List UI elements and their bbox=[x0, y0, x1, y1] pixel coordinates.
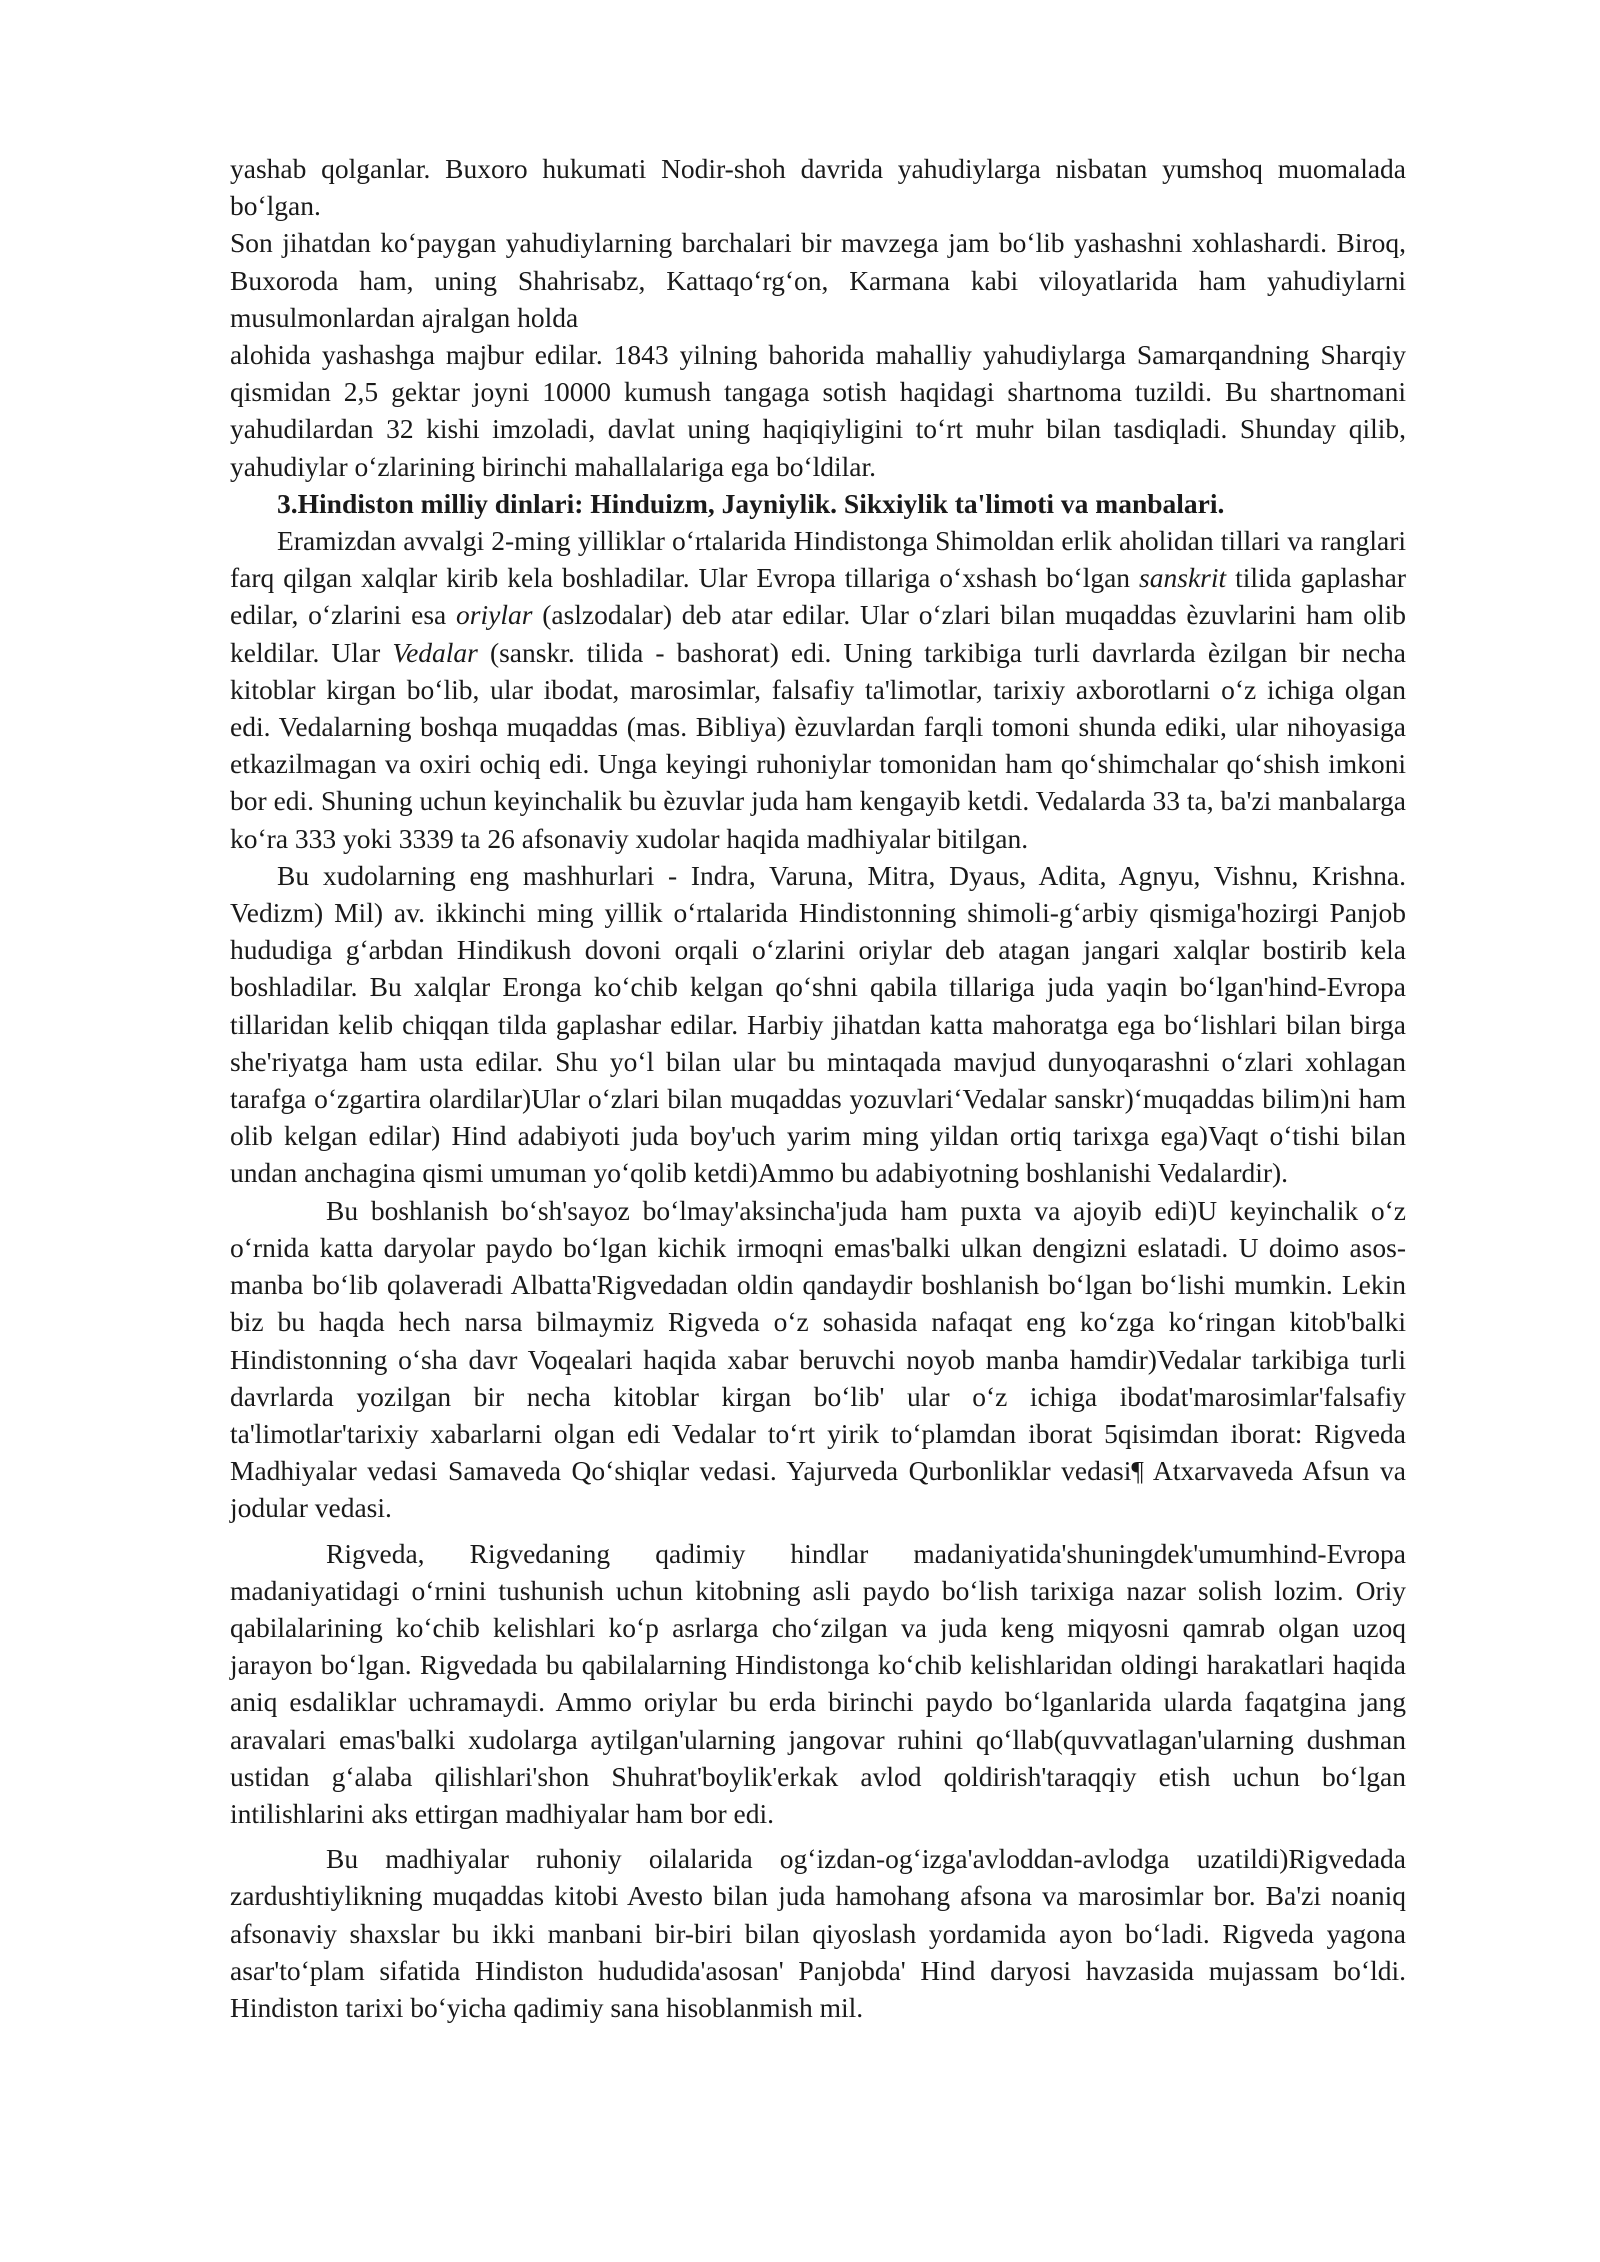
paragraph-6: Bu boshlanish bo‘sh'sayoz bo‘lmay'aksincha'juda ham puxta va ajoyib edi)U keyinchalik o‘z o‘rnida katta daryolar paydo bo‘lgan kichik irmoqni emas'balki ulkan dengizni eslatadi. U doimo asos-manba bo‘lib qolaveradi Albatta'Rigvedadan oldin qandaydir boshlanish bo‘lgan bo‘lishi mumkin. Lekin biz bu haqda hech narsa bilmaymiz Rigveda o‘z sohasida nafaqat eng ko‘zga ko‘ringan kitob'balki Hindistonning o‘sha davr Voqealari haqida xabar beruvchi noyob manba hamdir)Vedalar tarkibiga turli davrlarda yozilgan bir necha kitoblar kirgan bo‘lib' ular o‘z ichiga ibodat'marosimlar'falsafiy ta'limotlar'tarixiy xabarlarni olgan edi Vedalar to‘rt yirik to‘plamdan iborat 5qisimdan iborat: Rigveda Madhiyalar vedasi Samaveda Qo‘shiqlar vedasi. Yajurveda Qurbonliklar vedasi¶ Atxarvaveda Afsun va jodular vedasi. bbox=[230, 1194, 1406, 1524]
paragraph-4-text-c: (aslzodalar) deb atar edilar. Ular o‘zlari bilan muqaddas èzuvlarini ham olib keldilar. Ular bbox=[230, 599, 1407, 668]
paragraph-1: yashab qolganlar. Buxoro hukumati Nodir-shoh davrida yahudiylarga nisbatan yumshoq muomalada bo‘lgan. bbox=[230, 153, 1406, 222]
paragraph-7: Rigveda, Rigvedaning qadimiy hindlar madaniyatida'shuningdek'umumhind-Evropa madaniyatidagi o‘rnini tushunish uchun kitobning asli paydo bo‘lish tarixiga nazar solish lozim. Oriy qabilalarining ko‘chib kelishlari ko‘p asrlarga cho‘zilgan va juda keng miqyosni qamrab olgan uzoq jarayon bo‘lgan. Rigvedada bu qabilalarning Hindistonga ko‘chib kelishlaridan oldingi harakatlari haqida aniq esdaliklar uchramaydi. Ammo oriylar bu erda birinchi paydo bo‘lganlarida ularda faqatgina jang aravalari emas'balki xudolarga aytilgan'ularning jangovar ruhini qo‘llab(quvvatlagan'ularning dushman ustidan g‘alaba qilishlari'shon Shuhrat'boylik'erkak avlod qoldirish'taraqqiy etish uchun bo‘lgan intilishlarini aks ettirgan madhiyalar ham bor edi. bbox=[230, 1537, 1406, 1829]
section-heading: 3.Hindiston milliy dinlari: Hinduizm, Jayniylik. Sikxiylik ta'limoti va manbalari. bbox=[277, 487, 1225, 519]
term-oriylar: oriylar bbox=[456, 599, 533, 631]
term-vedalar: Vedalar bbox=[392, 636, 478, 668]
paragraph-3: alohida yashashga majbur edilar. 1843 yilning bahorida mahalliy yahudiylarga Samarqandning Sharqiy qismidan 2,5 gektar joyni 10000 kumush tangaga sotish haqidagi shartnoma tuzildi. Bu shartnomani yahudilardan 32 kishi imzoladi, davlat uning haqiqiyligini to‘rt muhr bilan tasdiqladi. Shunday qilib, yahudiylar o‘zlarining birinchi mahallalariga ega bo‘ldilar. bbox=[230, 339, 1406, 482]
term-sanskrit: sanskrit bbox=[1139, 562, 1227, 594]
paragraph-4-text-a: Eramizdan avvalgi 2-ming yilliklar o‘rtalarida Hindistonga Shimoldan erlik aholidan tillari va ranglari farq qilgan xalqlar kirib kela boshladilar. Ular Evropa tillariga o‘xshash bo‘lgan bbox=[230, 525, 1406, 594]
paragraph-4-text-d: (sanskr. tilida - bashorat) edi. Uning tarkibiga turli davrlarda èzilgan bir necha kitoblar kirgan bo‘lib, ular ibodat, marosimlar, falsafiy ta'limotlar, tarixiy axborotlarni o‘z ichiga olgan edi. Vedalarning boshqa muqaddas (mas. Bibliya) èzuvlardan farqli tomoni shunda ediki, ular nihoyasiga etkazilmagan va oxiri ochiq edi. Unga keyingi ruhoniylar tomonidan ham qo‘shimchalar qo‘shish imkoni bor edi. Shuning uchun keyinchalik bu èzuvlar juda ham kengayib ketdi. Vedalarda 33 ta, ba'zi manbalarga ko‘ra 333 yoki 3339 ta 26 afsonaviy xudolar haqida madhiyalar bitilgan. bbox=[230, 636, 1406, 854]
document-page bbox=[230, 150, 1406, 2026]
paragraph-4-text-b: tilida gaplashar edilar, o‘zlarini esa bbox=[230, 562, 1406, 631]
paragraph-5: Bu xudolarning eng mashhurlari - Indra, Varuna, Mitra, Dyaus, Adita, Agnyu, Vishnu, Krishna. Vedizm) Mil) av. ikkinchi ming yillik o‘rtalarida Hindistonning shimoli-g‘arbiy qismiga'hozirgi Panjob hududiga g‘arbdan Hindikush dovoni orqali o‘zlarini oriylar deb atagan jangari xalqlar bostirib kela boshladilar. Bu xalqlar Eronga ko‘chib kelgan qo‘shni qabila tillariga juda yaqin bo‘lgan'hind-Evropa tillaridan kelib chiqqan tilda gaplashar edilar. Harbiy jihatdan katta mahoratga ega bo‘lishlari bilan birga she'riyatga ham usta edilar. Shu yo‘l bilan ular bu mintaqada mavjud dunyoqarashni o‘zlari xohlagan tarafga o‘zgartira olardilar)Ular o‘zlari bilan muqaddas yozuvlari‘Vedalar sanskr)‘muqaddas bilim)ni ham olib kelgan edilar) Hind adabiyoti juda boy'uch yarim ming yildan ortiq tarixga ega)Vaqt o‘tishi bilan undan anchagina qismi umuman yo‘qolib ketdi)Ammo bu adabiyotning boshlanishi Vedalardir). bbox=[230, 859, 1406, 1189]
paragraph-2: Son jihatdan ko‘paygan yahudiylarning barchalari bir mavzega jam bo‘lib yashashni xohlashardi. Biroq, Buxoroda ham, uning Shahrisabz, Kattaqo‘rg‘on, Karmana kabi viloyatlarida ham yahudiylarni musulmonlardan ajralgan holda bbox=[230, 227, 1406, 333]
paragraph-8: Bu madhiyalar ruhoniy oilalarida og‘izdan-og‘izga'avloddan-avlodga uzatildi)Rigvedada zardushtiylikning muqaddas kitobi Avesto bilan juda hamohang afsona va marosimlar bor. Ba'zi noaniq afsonaviy shaxslar bu ikki manbani bir-biri bilan qiyoslash yordamida ayon bo‘ladi. Rigveda yagona asar'to‘plam sifatida Hindiston hududida'asosan' Panjobda' Hind daryosi havzasida mujassam bo‘ldi. Hindiston tarixi bo‘yicha qadimiy sana hisoblanmish mil. bbox=[230, 1843, 1406, 2023]
paragraph-4 bbox=[230, 522, 1406, 857]
